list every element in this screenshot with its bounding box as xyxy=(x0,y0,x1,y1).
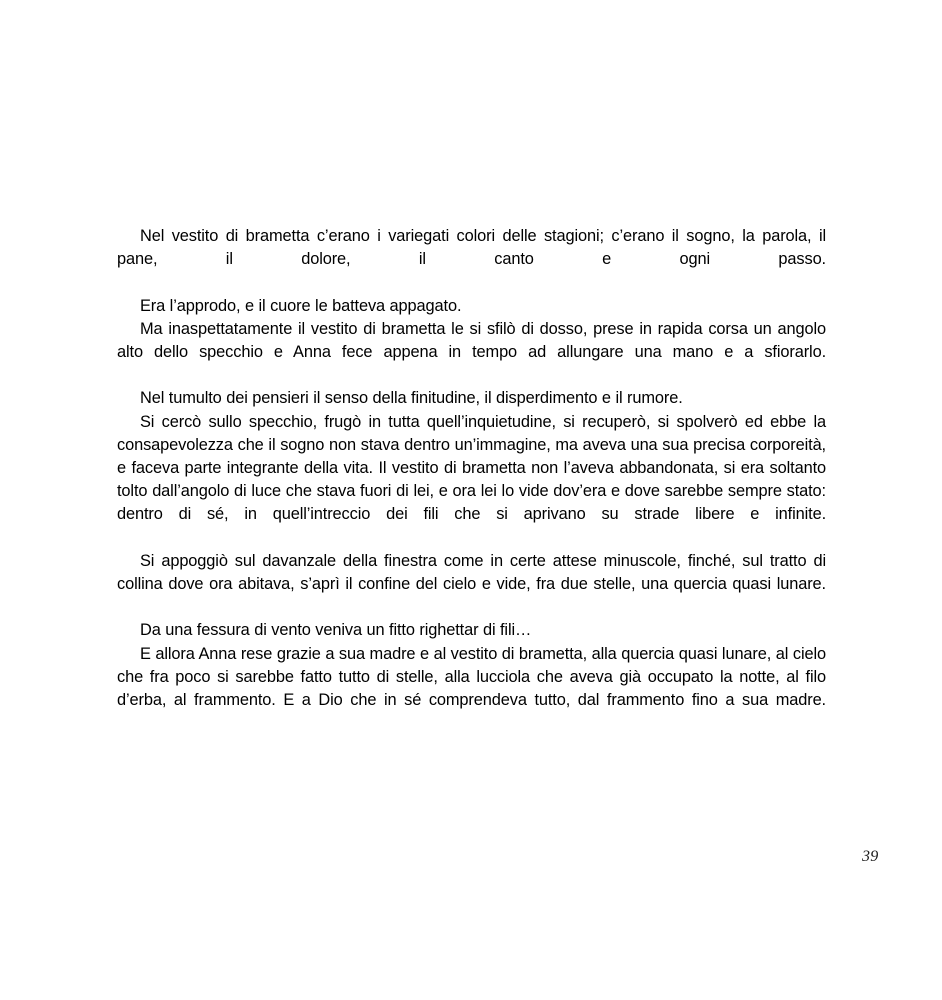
paragraph: Era l’approdo, e il cuore le batteva appagato. xyxy=(140,296,462,315)
paragraph: E allora Anna rese grazie a sua madre e al vestito di brametta, alla quercia quasi lunare, al cielo che fra poco si sarebbe fatto tutto di stelle, alla lucciola che aveva già occupato la notte, al filo d’erba, al frammento. E a Dio che in sé comprendeva tutto, dal frammento fino a sua madre. xyxy=(117,644,826,710)
paragraph: Nel vestito di brametta c’erano i variegati colori delle stagioni; c’erano il sogno, la parola, il pane, il dolore, il canto e ogni passo. xyxy=(117,227,826,269)
paragraph: Ma inaspettatamente il vestito di brametta le si sfilò di dosso, prese in rapida corsa un angolo alto dello specchio e Anna fece appena in tempo ad allungare una mano e a sfiorarlo. xyxy=(117,319,826,362)
page-number: 39 xyxy=(862,848,879,865)
paragraph: Nel tumulto dei pensieri il senso della finitudine, il disperdimento e il rumore. xyxy=(140,389,683,408)
paragraph: Si cercò sullo specchio, frugò in tutta quell’inquietudine, si recuperò, si spolverò ed ebbe la consapevolezza che il sogno non stava dentro un’immagine, ma aveva una sua precisa corporeità, e faceva parte integrante della vita. Il vestito di brametta non l’aveva abbandonata, si era soltanto tolto dall’angolo di luce che stava fuori di lei, e ora lei lo vide dov’era e dove sarebbe sempre stato: dentro di sé, in quell’intreccio dei fili che si aprivano su strade libere e infinite. xyxy=(117,412,826,524)
paragraph: Da una fessura di vento veniva un fitto righettar di fili… xyxy=(140,621,532,640)
body-text-block xyxy=(117,225,826,735)
paragraph: Si appoggiò sul davanzale della finestra come in certe attese minuscole, finché, sul tratto di collina dove ora abitava, s’aprì il confine del cielo e vide, fra due stelle, una quercia quasi lunare. xyxy=(117,551,826,594)
